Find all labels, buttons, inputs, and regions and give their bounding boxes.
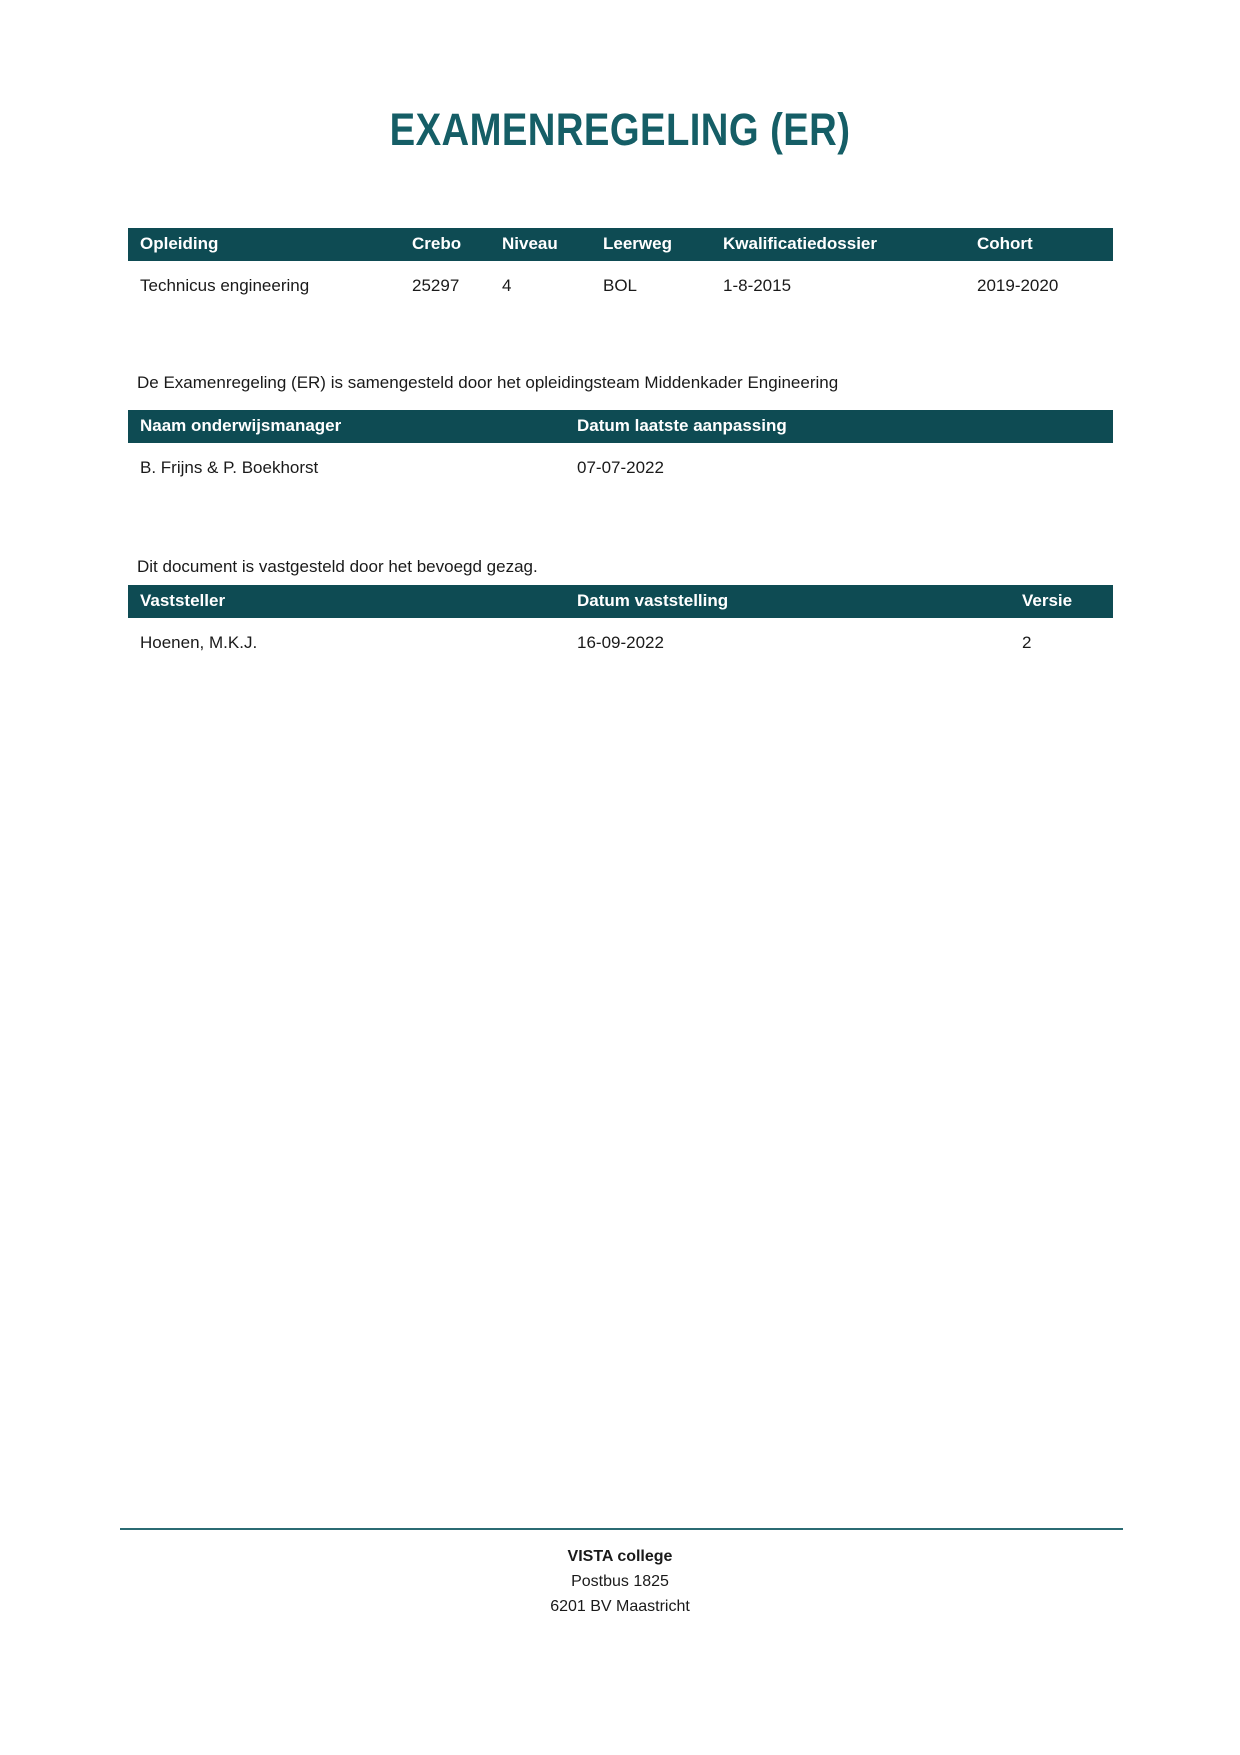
column-header-crebo: Crebo (400, 228, 490, 261)
footer-divider (120, 1528, 1123, 1530)
cell-datum-vaststelling: 16-09-2022 (565, 618, 1010, 662)
column-header-niveau: Niveau (490, 228, 591, 261)
column-header-datum-vaststelling: Datum vaststelling (565, 585, 1010, 618)
cell-cohort: 2019-2020 (965, 261, 1113, 305)
cell-versie: 2 (1010, 618, 1113, 662)
column-header-datum-laatste-aanpassing: Datum laatste aanpassing (565, 410, 1113, 443)
manager-table-header-row (128, 410, 1113, 443)
cell-vaststeller: Hoenen, M.K.J. (128, 618, 565, 662)
approval-table (128, 585, 1113, 662)
column-header-kwalificatiedossier: Kwalificatiedossier (711, 228, 965, 261)
program-table-header-row (128, 228, 1113, 261)
column-header-vaststeller: Vaststeller (128, 585, 565, 618)
education-manager-table (128, 410, 1113, 487)
cell-niveau: 4 (490, 261, 591, 305)
table-row (128, 618, 1113, 662)
team-intro-text: De Examenregeling (ER) is samengesteld door het opleidingsteam Middenkader Engineering (137, 373, 839, 392)
column-header-cohort: Cohort (965, 228, 1113, 261)
table-row (128, 261, 1113, 305)
footer (0, 1544, 1240, 1619)
cell-crebo: 25297 (400, 261, 490, 305)
program-info-table (128, 228, 1113, 305)
cell-opleiding: Technicus engineering (128, 261, 400, 305)
cell-naam-onderwijsmanager: B. Frijns & P. Boekhorst (128, 443, 565, 487)
approval-table-header-row (128, 585, 1113, 618)
column-header-opleiding: Opleiding (128, 228, 400, 261)
cell-kwalificatiedossier: 1-8-2015 (711, 261, 965, 305)
column-header-versie: Versie (1010, 585, 1113, 618)
cell-leerweg: BOL (591, 261, 711, 305)
footer-address-line1: Postbus 1825 (571, 1573, 669, 1590)
column-header-leerweg: Leerweg (591, 228, 711, 261)
footer-address-line2: 6201 BV Maastricht (550, 1598, 690, 1615)
approval-intro-text: Dit document is vastgesteld door het bevoegd gezag. (137, 557, 538, 576)
title-container (0, 104, 1240, 156)
cell-datum-laatste-aanpassing: 07-07-2022 (565, 443, 1113, 487)
footer-organization-name: VISTA college (567, 1548, 673, 1565)
page-title: EXAMENREGELING (ER) (389, 104, 851, 155)
table-row (128, 443, 1113, 487)
column-header-naam-onderwijsmanager: Naam onderwijsmanager (128, 410, 565, 443)
